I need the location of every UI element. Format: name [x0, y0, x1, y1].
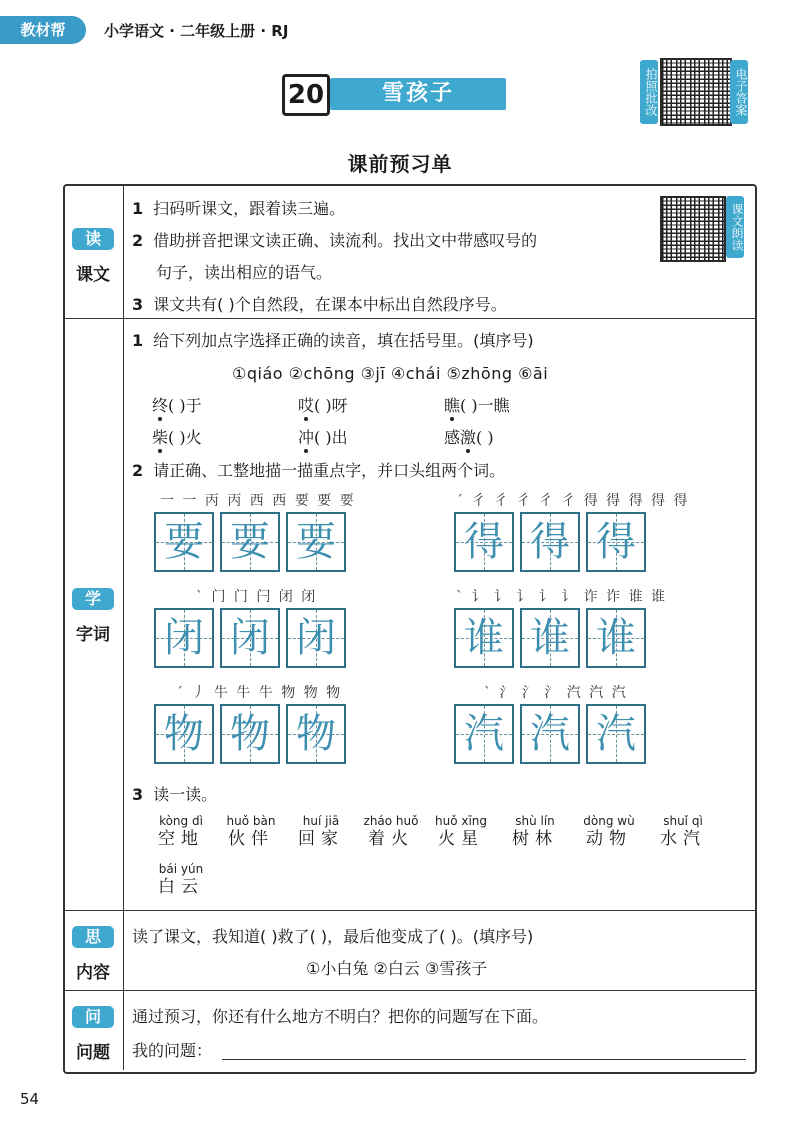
read-item-2-cont: 句子，读出相应的语气。 — [156, 263, 333, 282]
read-section-pill: 读 — [72, 228, 114, 250]
vocab-word: shuǐ qì 水汽 — [660, 814, 706, 849]
tracing-box[interactable]: 汽 — [586, 704, 646, 764]
pair-4: 柴( )火 — [152, 428, 202, 447]
stroke-order: 一 一 丙 丙 西 西 要 要 要 — [160, 493, 356, 509]
dotted-char: 瞧 — [444, 396, 461, 415]
dotted-char: 哎 — [298, 396, 315, 415]
ask-section-label: 问题 — [76, 1043, 110, 1063]
dotted-char: 柴 — [152, 428, 169, 447]
learn-section-label: 字词 — [76, 625, 110, 645]
think-question: 读了课文，我知道( )救了( )，最后他变成了( )。(填序号) — [132, 927, 534, 946]
page-number: 54 — [20, 1090, 40, 1108]
tracing-box[interactable]: 谁 — [520, 608, 580, 668]
stroke-order: ˊ 丿 牛 牛 牛 物 物 物 — [176, 685, 343, 701]
vocab-word: bái yún 白云 — [158, 862, 204, 897]
divider-read-learn — [63, 318, 755, 319]
tracing-box[interactable]: 汽 — [520, 704, 580, 764]
stroke-order: ˋ 门 门 闩 闭 闭 — [196, 589, 318, 605]
pair-3: 瞧( )一瞧 — [444, 396, 510, 415]
dotted-char: 激 — [460, 428, 477, 447]
photo-grading-tag[interactable]: 拍照批改 — [640, 60, 658, 124]
ask-prompt: 通过预习，你还有什么地方不明白？把你的问题写在下面。 — [132, 1007, 549, 1026]
pair-2: 哎( )呀 — [298, 396, 348, 415]
tracing-box[interactable]: 要 — [286, 512, 346, 572]
learn-q2: 2 请正确、工整地描一描重点字，并口头组两个词。 — [132, 461, 506, 480]
read-item-1: 1 扫码听课文，跟着读三遍。 — [132, 199, 346, 218]
vocab-word: huǒ xīng 火星 — [434, 814, 488, 849]
tracing-box[interactable]: 要 — [220, 512, 280, 572]
tracing-box[interactable]: 闭 — [154, 608, 214, 668]
tracing-box[interactable]: 物 — [154, 704, 214, 764]
read-section-label: 课文 — [76, 265, 110, 285]
learn-section-pill: 学 — [72, 588, 114, 610]
brand-badge: 教材帮 — [0, 16, 86, 44]
vocab-word: shù lín 树林 — [512, 814, 558, 849]
vocab-word: kòng dì 空地 — [158, 814, 204, 849]
tracing-box[interactable]: 谁 — [454, 608, 514, 668]
audio-qr-icon[interactable] — [660, 196, 726, 262]
tracing-box[interactable]: 得 — [454, 512, 514, 572]
pair-1: 终( )于 — [152, 396, 202, 415]
tracing-box[interactable]: 汽 — [454, 704, 514, 764]
stroke-order: ˋ 氵 氵 氵 汽 汽 汽 — [484, 685, 628, 701]
read-item-3: 3 课文共有( )个自然段，在课本中标出自然段序号。 — [132, 295, 507, 314]
stroke-order: ˋ 讠 讠 讠 讠 讠 诈 诈 谁 谁 — [456, 589, 668, 605]
ask-section-pill: 问 — [72, 1006, 114, 1028]
learn-q3: 3 读一读。 — [132, 785, 218, 804]
qr-code-icon[interactable] — [660, 58, 732, 126]
e-answer-tag[interactable]: 电子答案 — [730, 60, 748, 124]
pair-6: 感激( ) — [444, 428, 494, 447]
learn-q1: 1 给下列加点字选择正确的读音，填在括号里。(填序号) — [132, 331, 534, 350]
answer-line[interactable] — [222, 1058, 746, 1060]
lesson-title: 雪孩子 — [330, 78, 506, 110]
lesson-number: 20 — [282, 74, 330, 116]
think-options: ①小白兔 ②白云 ③雪孩子 — [306, 959, 488, 978]
vocab-word: zháo huǒ 着火 — [363, 814, 419, 849]
divider-think-ask — [63, 990, 755, 991]
vocab-word: dòng wù 动物 — [583, 814, 635, 849]
tracing-box[interactable]: 谁 — [586, 608, 646, 668]
stroke-order: ˊ 彳 彳 彳 彳 彳 得 得 得 得 得 — [456, 493, 690, 509]
pair-5: 冲( )出 — [298, 428, 348, 447]
audio-reading-tag[interactable]: 课文朗读 — [726, 196, 744, 258]
ask-answer-label: 我的问题： — [132, 1041, 213, 1060]
vocab-word: huí jiā 回家 — [298, 814, 344, 849]
series-title: 小学语文 · 二年级上册 · RJ — [104, 22, 289, 40]
divider-learn-think — [63, 910, 755, 911]
tracing-box[interactable]: 物 — [220, 704, 280, 764]
think-section-label: 内容 — [76, 963, 110, 983]
vocab-word: huǒ bàn 伙伴 — [226, 814, 276, 849]
dotted-char: 冲 — [298, 428, 315, 447]
read-item-2: 2 借助拼音把课文读正确、读流利。找出文中带感叹号的 — [132, 231, 538, 250]
page-title: 课前预习单 — [347, 152, 453, 176]
think-section-pill: 思 — [72, 926, 114, 948]
tracing-box[interactable]: 得 — [520, 512, 580, 572]
pinyin-options: ①qiáo ②chōng ③jī ④chái ⑤zhōng ⑥āi — [232, 364, 549, 383]
tracing-box[interactable]: 要 — [154, 512, 214, 572]
dotted-char: 终 — [152, 396, 169, 415]
tracing-box[interactable]: 闭 — [286, 608, 346, 668]
tracing-box[interactable]: 闭 — [220, 608, 280, 668]
tracing-box[interactable]: 得 — [586, 512, 646, 572]
tracing-box[interactable]: 物 — [286, 704, 346, 764]
